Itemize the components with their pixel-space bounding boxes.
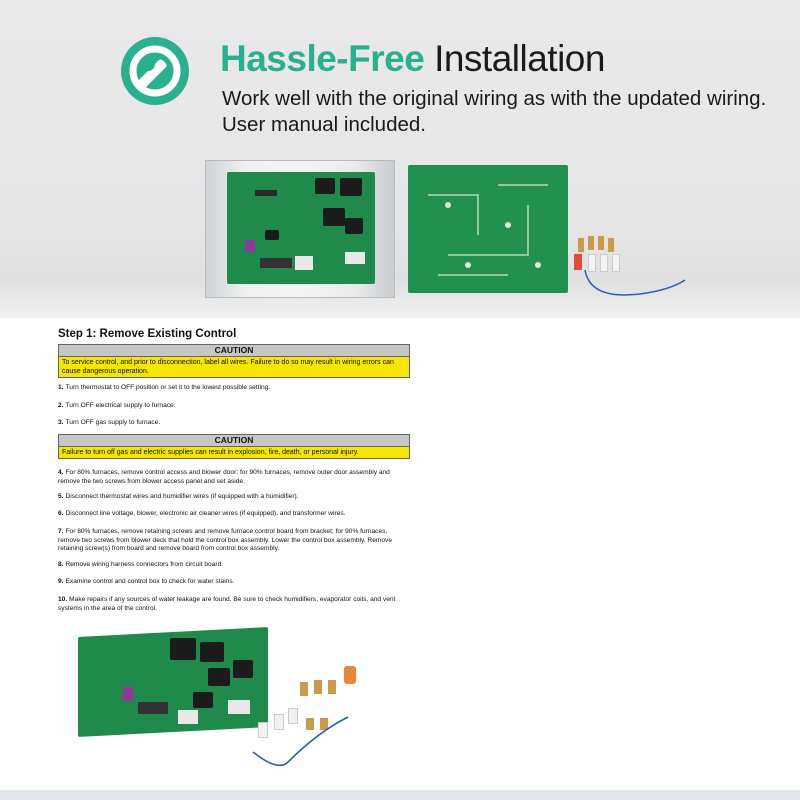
board-in-bracket-photo xyxy=(205,160,395,298)
bottom-strip xyxy=(0,790,800,800)
list-item: 1. Turn thermostat to OFF position or set it to the lowest possible setting. xyxy=(58,384,271,391)
caution-message: To service control, and prior to disconnection, label all wires. Failure to do so may result in wiring errors can cause dangerous operation. xyxy=(58,357,410,378)
list-item: 7. For 80% furnaces, remove retaining screws and remove furnace control board from bracket; for 90% furnaces, remove two screws from blower deck that hold the control box assembly. Lower the control box assembly. Remove retaining screw(s) from board and remove board from control box assembly. xyxy=(58,528,392,553)
step1-title: Step 1: Remove Existing Control xyxy=(58,328,237,340)
headline-accent: Hassle-Free xyxy=(220,38,425,79)
board-kit-photo xyxy=(78,622,398,782)
list-item: 4. For 80% furnaces, remove control access and blower door; for 90% furnaces, remove outer door assembly and remove the two screws from blower access panel and set aside. xyxy=(58,469,390,485)
connectors-and-wire-photo xyxy=(560,230,700,300)
subheadline: Work well with the original wiring as with the updated wiring. User manual included. xyxy=(222,87,767,136)
list-item: 10. Make repairs if any sources of water leakage are found. Be sure to check humidifiers, evaporator coils, and vent systems in the area of the control. xyxy=(58,596,396,612)
banner xyxy=(0,0,800,318)
list-item: 3. Turn OFF gas supply to furnace. xyxy=(58,419,161,426)
caution-message: Failure to turn off gas and electric supplies can result in explosion, fire, death, or personal injury. xyxy=(58,447,410,459)
list-item: 2. Turn OFF electrical supply to furnace. xyxy=(58,402,176,409)
caution-header: CAUTION xyxy=(58,434,410,447)
list-item: 8. Remove wiring harness connectors from circuit board. xyxy=(58,561,224,568)
list-item: 9. Examine control and control box to check for water stains. xyxy=(58,578,235,585)
wrench-logo-icon xyxy=(120,36,190,106)
board-back-photo xyxy=(408,165,568,293)
headline-rest: Installation xyxy=(424,38,605,79)
list-item: 6. Disconnect line voltage, blower, electronic air cleaner wires (if equipped), and transformer wires. xyxy=(58,510,346,517)
list-item: 5. Disconnect thermostat wires and humidifier wires (if equipped with a humidifier). xyxy=(58,493,299,500)
instructions-section xyxy=(0,318,800,800)
caution-header: CAUTION xyxy=(58,344,410,357)
headline xyxy=(220,38,605,80)
